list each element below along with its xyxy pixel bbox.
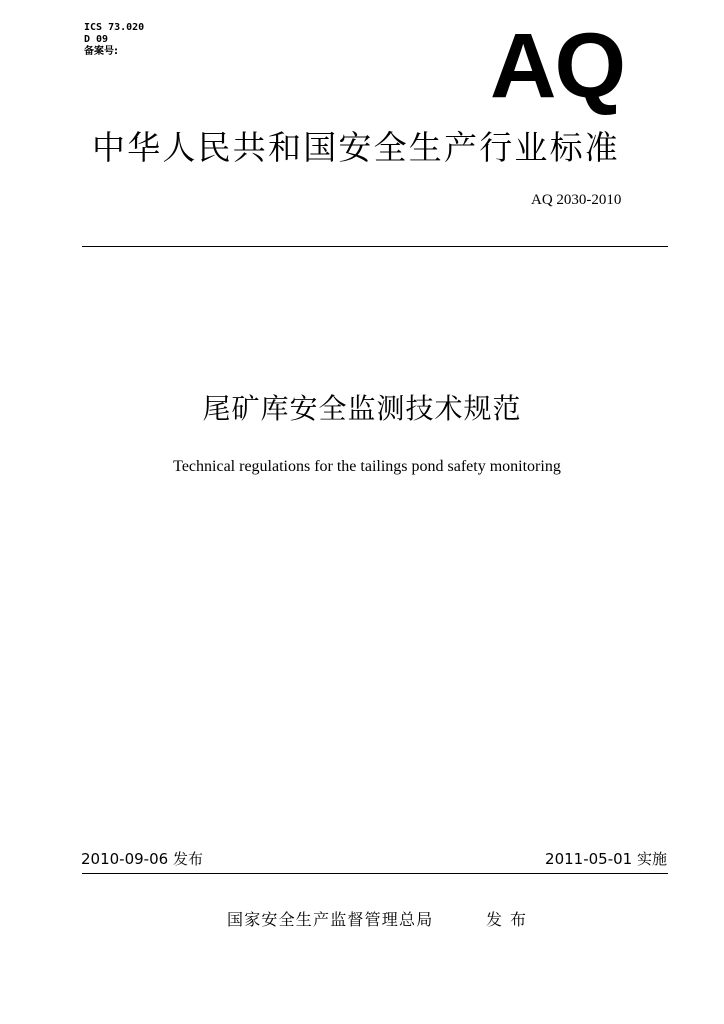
issuing-authority: 国家安全生产监督管理总局 — [227, 910, 434, 929]
document-classification-block — [84, 22, 144, 58]
ccs-code: D 09 — [84, 34, 109, 45]
standard-type-heading: 中华人民共和国安全生产行业标准 — [92, 128, 620, 167]
issue-label: 发布 — [486, 910, 535, 929]
ics-code: ICS 73.020 — [84, 22, 145, 33]
document-title-chinese: 尾矿库安全监测技术规范 — [202, 392, 522, 425]
publish-date: 2010-09-06 发布 — [81, 850, 203, 868]
filing-number-label: 备案号: — [84, 46, 118, 57]
top-divider — [82, 246, 668, 247]
bottom-divider — [82, 873, 668, 874]
implementation-date: 2011-05-01 实施 — [545, 850, 667, 868]
standard-code: AQ 2030-2010 — [531, 192, 622, 208]
document-title-english: Technical regulations for the tailings pond safety monitoring — [173, 458, 561, 475]
aq-logo: AQ — [490, 15, 624, 117]
